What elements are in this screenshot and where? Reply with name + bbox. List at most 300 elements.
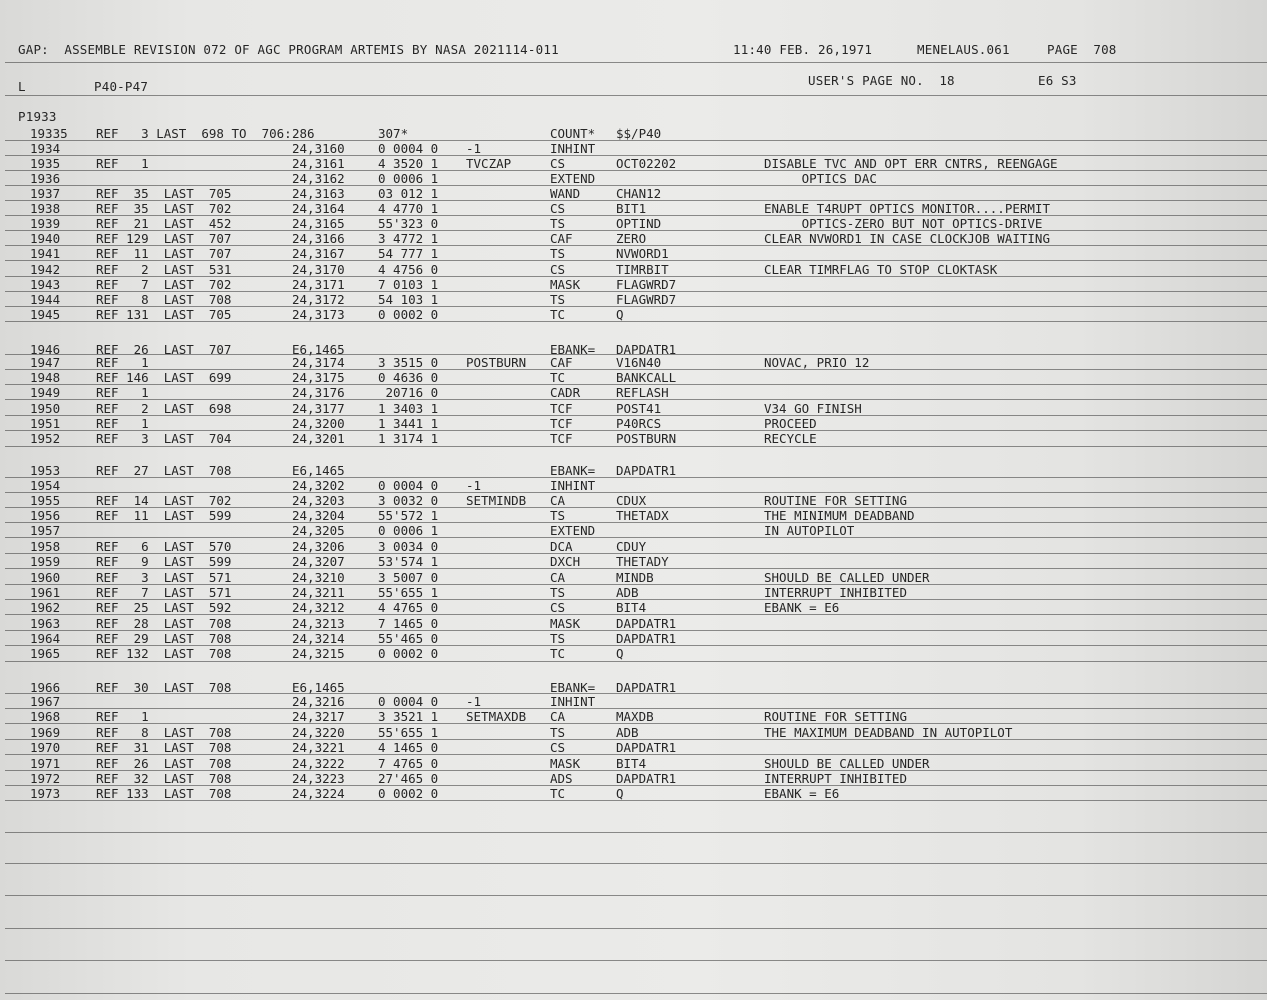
line-number: 1944 [30, 292, 61, 307]
line-number: 1967 [30, 694, 61, 709]
octal-code-field: 55'323 0 [378, 216, 439, 231]
ruled-line [5, 399, 1267, 400]
listing-row [0, 246, 1267, 261]
ref-field: REF 2 LAST 698 [96, 401, 232, 416]
opcode-field: TCF [550, 416, 573, 431]
opcode-field: TS [550, 631, 566, 646]
opcode-field: INHINT [550, 694, 596, 709]
line-number: 1971 [30, 756, 61, 771]
comment-field: DISABLE TVC AND OPT ERR CNTRS, REENGAGE [764, 156, 1058, 171]
line-number: 1943 [30, 277, 61, 292]
ref-field: REF 3 LAST 698 TO 706: [96, 126, 292, 141]
label-field: -1 [466, 141, 482, 156]
address-field: E6,1465 [292, 463, 345, 478]
line-number: 1959 [30, 554, 61, 569]
opcode-field: MASK [550, 616, 581, 631]
listing-row [0, 141, 1267, 156]
opcode-field: CAF [550, 355, 573, 370]
assembly-header: GAP: ASSEMBLE REVISION 072 OF AGC PROGRAM ARTEMIS BY NASA 2021114-011 [18, 42, 559, 57]
operand-field: TIMRBIT [616, 262, 669, 277]
operand-field: CHAN12 [616, 186, 662, 201]
octal-code-field: 20716 0 [378, 385, 439, 400]
comment-field: OPTICS-ZERO BUT NOT OPTICS-DRIVE [764, 216, 1043, 231]
listing-row [0, 740, 1267, 755]
opcode-field: TCF [550, 431, 573, 446]
ref-field: REF 31 LAST 708 [96, 740, 232, 755]
ruled-line [5, 863, 1267, 864]
operand-field: NVWORD1 [616, 246, 669, 261]
section-letter: L [18, 79, 26, 94]
comment-field: CLEAR TIMRFLAG TO STOP CLOKTASK [764, 262, 998, 277]
line-number: 1968 [30, 709, 61, 724]
opcode-field: TS [550, 216, 566, 231]
octal-code-field: 0 0004 0 [378, 478, 439, 493]
listing-row [0, 416, 1267, 431]
comment-field: ENABLE T4RUPT OPTICS MONITOR....PERMIT [764, 201, 1050, 216]
listing-row [0, 539, 1267, 554]
ruled-line [5, 537, 1267, 538]
section-tag: P1933 [18, 109, 57, 124]
ref-field: REF 132 LAST 708 [96, 646, 232, 661]
operand-field: DAPDATR1 [616, 771, 677, 786]
address-field: 24,3171 [292, 277, 345, 292]
ruled-line [5, 155, 1267, 156]
line-number: 1958 [30, 539, 61, 554]
address-field: 24,3160 [292, 141, 345, 156]
address-field: 24,3173 [292, 307, 345, 322]
octal-code-field: 4 4756 0 [378, 262, 439, 277]
comment-field: V34 GO FINISH [764, 401, 862, 416]
comment-field: IN AUTOPILOT [764, 523, 855, 538]
ref-field: REF 1 [96, 416, 149, 431]
octal-code-field: 3 3515 0 [378, 355, 439, 370]
octal-code-field: 0 0006 1 [378, 523, 439, 538]
opcode-field: TC [550, 786, 566, 801]
listing-row [0, 771, 1267, 786]
opcode-field: CS [550, 600, 566, 615]
ruled-line [5, 62, 1267, 63]
operand-field: FLAGWRD7 [616, 292, 677, 307]
opcode-field: COUNT* [550, 126, 596, 141]
opcode-field: TS [550, 508, 566, 523]
address-field: 24,3213 [292, 616, 345, 631]
line-number: 1965 [30, 646, 61, 661]
ref-field: REF 21 LAST 452 [96, 216, 232, 231]
opcode-field: MASK [550, 756, 581, 771]
address-field: 24,3161 [292, 156, 345, 171]
ref-field: REF 28 LAST 708 [96, 616, 232, 631]
ruled-line [5, 708, 1267, 709]
ref-field: REF 1 [96, 156, 149, 171]
ruled-line [5, 599, 1267, 600]
ref-field: REF 29 LAST 708 [96, 631, 232, 646]
octal-code-field: 7 0103 1 [378, 277, 439, 292]
octal-code-field: 4 4770 1 [378, 201, 439, 216]
address-field: 24,3220 [292, 725, 345, 740]
ref-field: REF 14 LAST 702 [96, 493, 232, 508]
opcode-field: EBANK= [550, 680, 596, 695]
listing-row [0, 216, 1267, 231]
comment-field: THE MAXIMUM DEADBAND IN AUTOPILOT [764, 725, 1013, 740]
octal-code-field: 54 103 1 [378, 292, 439, 307]
address-field: 24,3206 [292, 539, 345, 554]
octal-code-field: 27'465 0 [378, 771, 439, 786]
operand-field: BIT4 [616, 600, 647, 615]
ruled-line [5, 739, 1267, 740]
ref-field: REF 11 LAST 707 [96, 246, 232, 261]
line-number: 1954 [30, 478, 61, 493]
comment-field: EBANK = E6 [764, 600, 840, 615]
listing-row [0, 616, 1267, 631]
line-number: 1955 [30, 493, 61, 508]
program-range: P40-P47 [94, 79, 149, 94]
opcode-field: CS [550, 201, 566, 216]
ruled-line [5, 321, 1267, 322]
address-field: 24,3166 [292, 231, 345, 246]
ruled-line [5, 200, 1267, 201]
operand-field: $$/P40 [616, 126, 662, 141]
label-field: POSTBURN [466, 355, 527, 370]
opcode-field: CAF [550, 231, 573, 246]
listing-row [0, 201, 1267, 216]
line-number: 1961 [30, 585, 61, 600]
ruled-line [5, 584, 1267, 585]
listing-row [0, 523, 1267, 538]
ruled-line [5, 800, 1267, 801]
ref-field: REF 1 [96, 355, 149, 370]
octal-code-field: 307* [378, 126, 409, 141]
comment-field: PROCEED [764, 416, 817, 431]
line-number: 1939 [30, 216, 61, 231]
address-field: 24,3200 [292, 416, 345, 431]
operand-field: OCT02202 [616, 156, 677, 171]
operand-field: POSTBURN [616, 431, 677, 446]
octal-code-field: 4 4765 0 [378, 600, 439, 615]
ref-field: REF 32 LAST 708 [96, 771, 232, 786]
octal-code-field: 1 3441 1 [378, 416, 439, 431]
ruled-line [5, 260, 1267, 261]
listing-row [0, 431, 1267, 446]
opcode-field: TS [550, 292, 566, 307]
address-field: 24,3162 [292, 171, 345, 186]
address-field: 24,3216 [292, 694, 345, 709]
octal-code-field: 0 0002 0 [378, 786, 439, 801]
octal-code-field: 7 4765 0 [378, 756, 439, 771]
ruled-line [5, 140, 1267, 141]
address-field: 24,3164 [292, 201, 345, 216]
ruled-line [5, 369, 1267, 370]
ruled-line [5, 507, 1267, 508]
opcode-field: WAND [550, 186, 581, 201]
line-number: 1936 [30, 171, 61, 186]
comment-field: CLEAR NVWORD1 IN CASE CLOCKJOB WAITING [764, 231, 1050, 246]
address-field: E6,1465 [292, 680, 345, 695]
ref-field: REF 146 LAST 699 [96, 370, 232, 385]
ruled-line [5, 354, 1267, 355]
octal-code-field: 3 0032 0 [378, 493, 439, 508]
ruled-line [5, 553, 1267, 554]
address-field: 24,3170 [292, 262, 345, 277]
operand-field: BIT4 [616, 756, 647, 771]
comment-field: ROUTINE FOR SETTING [764, 709, 907, 724]
ruled-line [5, 614, 1267, 615]
line-number: 1942 [30, 262, 61, 277]
comment-field: RECYCLE [764, 431, 817, 446]
ref-field: REF 9 LAST 599 [96, 554, 232, 569]
octal-code-field: 03 012 1 [378, 186, 439, 201]
ruled-line [5, 645, 1267, 646]
operand-field: Q [616, 786, 624, 801]
ruled-line [5, 477, 1267, 478]
listing-row [0, 307, 1267, 322]
line-number: 1956 [30, 508, 61, 523]
listing-row [0, 186, 1267, 201]
octal-code-field: 54 777 1 [378, 246, 439, 261]
ref-field: REF 26 LAST 708 [96, 756, 232, 771]
ruled-line [5, 770, 1267, 771]
listing-row [0, 756, 1267, 771]
address-field: 24,3212 [292, 600, 345, 615]
line-number: 1940 [30, 231, 61, 246]
comment-field: EBANK = E6 [764, 786, 840, 801]
ref-field: REF 26 LAST 707 [96, 342, 232, 357]
octal-code-field: 55'655 1 [378, 725, 439, 740]
ref-field: REF 27 LAST 708 [96, 463, 232, 478]
label-field: -1 [466, 478, 482, 493]
address-field: 24,3163 [292, 186, 345, 201]
line-number: 1946 [30, 342, 61, 357]
operand-field: BIT1 [616, 201, 647, 216]
line-number: 1969 [30, 725, 61, 740]
address-field: 24,3167 [292, 246, 345, 261]
ruled-line [5, 895, 1267, 896]
address-field: 24,3203 [292, 493, 345, 508]
listing-row [0, 156, 1267, 171]
ruled-line [5, 492, 1267, 493]
ref-field: REF 1 [96, 385, 149, 400]
listing-row [0, 554, 1267, 569]
address-field: 24,3223 [292, 771, 345, 786]
address-field: 24,3207 [292, 554, 345, 569]
address-field: 24,3204 [292, 508, 345, 523]
address-field: 24,3215 [292, 646, 345, 661]
operand-field: BANKCALL [616, 370, 677, 385]
address-field: 24,3217 [292, 709, 345, 724]
opcode-field: CA [550, 570, 566, 585]
line-number: 1948 [30, 370, 61, 385]
ruled-line [5, 522, 1267, 523]
opcode-field: CADR [550, 385, 581, 400]
listing-row [0, 631, 1267, 646]
address-field: 24,3202 [292, 478, 345, 493]
line-number: 1970 [30, 740, 61, 755]
label-field: SETMINDB [466, 493, 527, 508]
opcode-field: DXCH [550, 554, 581, 569]
address-field: 24,3211 [292, 585, 345, 600]
address-field: 24,3221 [292, 740, 345, 755]
line-number: 1966 [30, 680, 61, 695]
listing-row [0, 262, 1267, 277]
operand-field: DAPDATR1 [616, 680, 677, 695]
ruled-line [5, 568, 1267, 569]
ref-field: REF 2 LAST 531 [96, 262, 232, 277]
ref-field: REF 8 LAST 708 [96, 725, 232, 740]
listing-row [0, 463, 1267, 478]
listing-row [0, 385, 1267, 400]
opcode-field: TS [550, 585, 566, 600]
listing-row [0, 401, 1267, 416]
octal-code-field: 1 3403 1 [378, 401, 439, 416]
listing-id: MENELAUS.061 [917, 42, 1010, 57]
address-field: E6,1465 [292, 342, 345, 357]
opcode-field: EBANK= [550, 463, 596, 478]
opcode-field: CS [550, 740, 566, 755]
opcode-field: CA [550, 493, 566, 508]
opcode-field: TS [550, 725, 566, 740]
operand-field: MINDB [616, 570, 654, 585]
line-number: 1973 [30, 786, 61, 801]
ref-field: REF 8 LAST 708 [96, 292, 232, 307]
ref-field: REF 35 LAST 705 [96, 186, 232, 201]
octal-code-field: 3 3521 1 [378, 709, 439, 724]
line-number: 1951 [30, 416, 61, 431]
opcode-field: TCF [550, 401, 573, 416]
user-page-number: USER'S PAGE NO. 18 [808, 73, 955, 88]
address-field: 24,3224 [292, 786, 345, 801]
opcode-field: TS [550, 246, 566, 261]
ruled-line [5, 245, 1267, 246]
ruled-line [5, 960, 1267, 961]
opcode-field: TC [550, 646, 566, 661]
line-number: 1960 [30, 570, 61, 585]
opcode-field: MASK [550, 277, 581, 292]
line-number: 1938 [30, 201, 61, 216]
operand-field: THETADX [616, 508, 669, 523]
operand-field: CDUY [616, 539, 647, 554]
listing-row [0, 277, 1267, 292]
ruled-line [5, 832, 1267, 833]
octal-code-field: 3 4772 1 [378, 231, 439, 246]
address-field: 24,3165 [292, 216, 345, 231]
opcode-field: ADS [550, 771, 573, 786]
comment-field: SHOULD BE CALLED UNDER [764, 570, 930, 585]
line-number: 1945 [30, 307, 61, 322]
line-number: 1937 [30, 186, 61, 201]
operand-field: DAPDATR1 [616, 342, 677, 357]
octal-code-field: 55'572 1 [378, 508, 439, 523]
address-field: 24,3205 [292, 523, 345, 538]
page-number: PAGE 708 [1047, 42, 1117, 57]
opcode-field: EXTEND [550, 523, 596, 538]
bank-label: E6 S3 [1038, 73, 1077, 88]
ruled-line [5, 785, 1267, 786]
label-field: SETMAXDB [466, 709, 527, 724]
ruled-line [5, 230, 1267, 231]
octal-code-field: 53'574 1 [378, 554, 439, 569]
listing-row [0, 600, 1267, 615]
line-number: 1935 [30, 156, 61, 171]
octal-code-field: 4 3520 1 [378, 156, 439, 171]
comment-field: OPTICS DAC [764, 171, 877, 186]
listing-row [0, 709, 1267, 724]
octal-code-field: 0 0002 0 [378, 646, 439, 661]
octal-code-field: 4 1465 0 [378, 740, 439, 755]
ruled-line [5, 185, 1267, 186]
listing-row [0, 292, 1267, 307]
listing-row [0, 126, 1267, 141]
opcode-field: TC [550, 307, 566, 322]
operand-field: THETADY [616, 554, 669, 569]
line-number: 1949 [30, 385, 61, 400]
line-number: 1962 [30, 600, 61, 615]
listing-row [0, 585, 1267, 600]
operand-field: ADB [616, 725, 639, 740]
operand-field: V16N40 [616, 355, 662, 370]
operand-field: CDUX [616, 493, 647, 508]
opcode-field: INHINT [550, 478, 596, 493]
listing-row [0, 570, 1267, 585]
address-field: 286 [292, 126, 315, 141]
line-number: 1941 [30, 246, 61, 261]
address-field: 24,3176 [292, 385, 345, 400]
line-number: 1963 [30, 616, 61, 631]
listing-row [0, 725, 1267, 740]
ruled-line [5, 446, 1267, 447]
octal-code-field: 1 3174 1 [378, 431, 439, 446]
operand-field: P40RCS [616, 416, 662, 431]
line-number: 1964 [30, 631, 61, 646]
ruled-line [5, 630, 1267, 631]
ruled-line [5, 95, 1267, 96]
ref-field: REF 3 LAST 571 [96, 570, 232, 585]
listing-row [0, 493, 1267, 508]
ref-field: REF 7 LAST 702 [96, 277, 232, 292]
address-field: 24,3175 [292, 370, 345, 385]
opcode-field: CS [550, 156, 566, 171]
ruled-line [5, 430, 1267, 431]
operand-field: DAPDATR1 [616, 463, 677, 478]
line-number: 19335 [30, 126, 68, 141]
ruled-line [5, 291, 1267, 292]
line-number: 1957 [30, 523, 61, 538]
address-field: 24,3201 [292, 431, 345, 446]
octal-code-field: 55'465 0 [378, 631, 439, 646]
label-field: TVCZAP [466, 156, 512, 171]
operand-field: DAPDATR1 [616, 740, 677, 755]
ref-field: REF 6 LAST 570 [96, 539, 232, 554]
operand-field: REFLASH [616, 385, 669, 400]
operand-field: FLAGWRD7 [616, 277, 677, 292]
listing-row [0, 231, 1267, 246]
operand-field: ZERO [616, 231, 647, 246]
octal-code-field: 55'655 1 [378, 585, 439, 600]
ref-field: REF 133 LAST 708 [96, 786, 232, 801]
ruled-line [5, 693, 1267, 694]
label-field: -1 [466, 694, 482, 709]
listing-row [0, 478, 1267, 493]
octal-code-field: 0 0002 0 [378, 307, 439, 322]
ruled-line [5, 661, 1267, 662]
address-field: 24,3222 [292, 756, 345, 771]
operand-field: Q [616, 307, 624, 322]
address-field: 24,3177 [292, 401, 345, 416]
comment-field: THE MINIMUM DEADBAND [764, 508, 915, 523]
opcode-field: EXTEND [550, 171, 596, 186]
ref-field: REF 35 LAST 702 [96, 201, 232, 216]
operand-field: Q [616, 646, 624, 661]
comment-field: ROUTINE FOR SETTING [764, 493, 907, 508]
operand-field: POST41 [616, 401, 662, 416]
